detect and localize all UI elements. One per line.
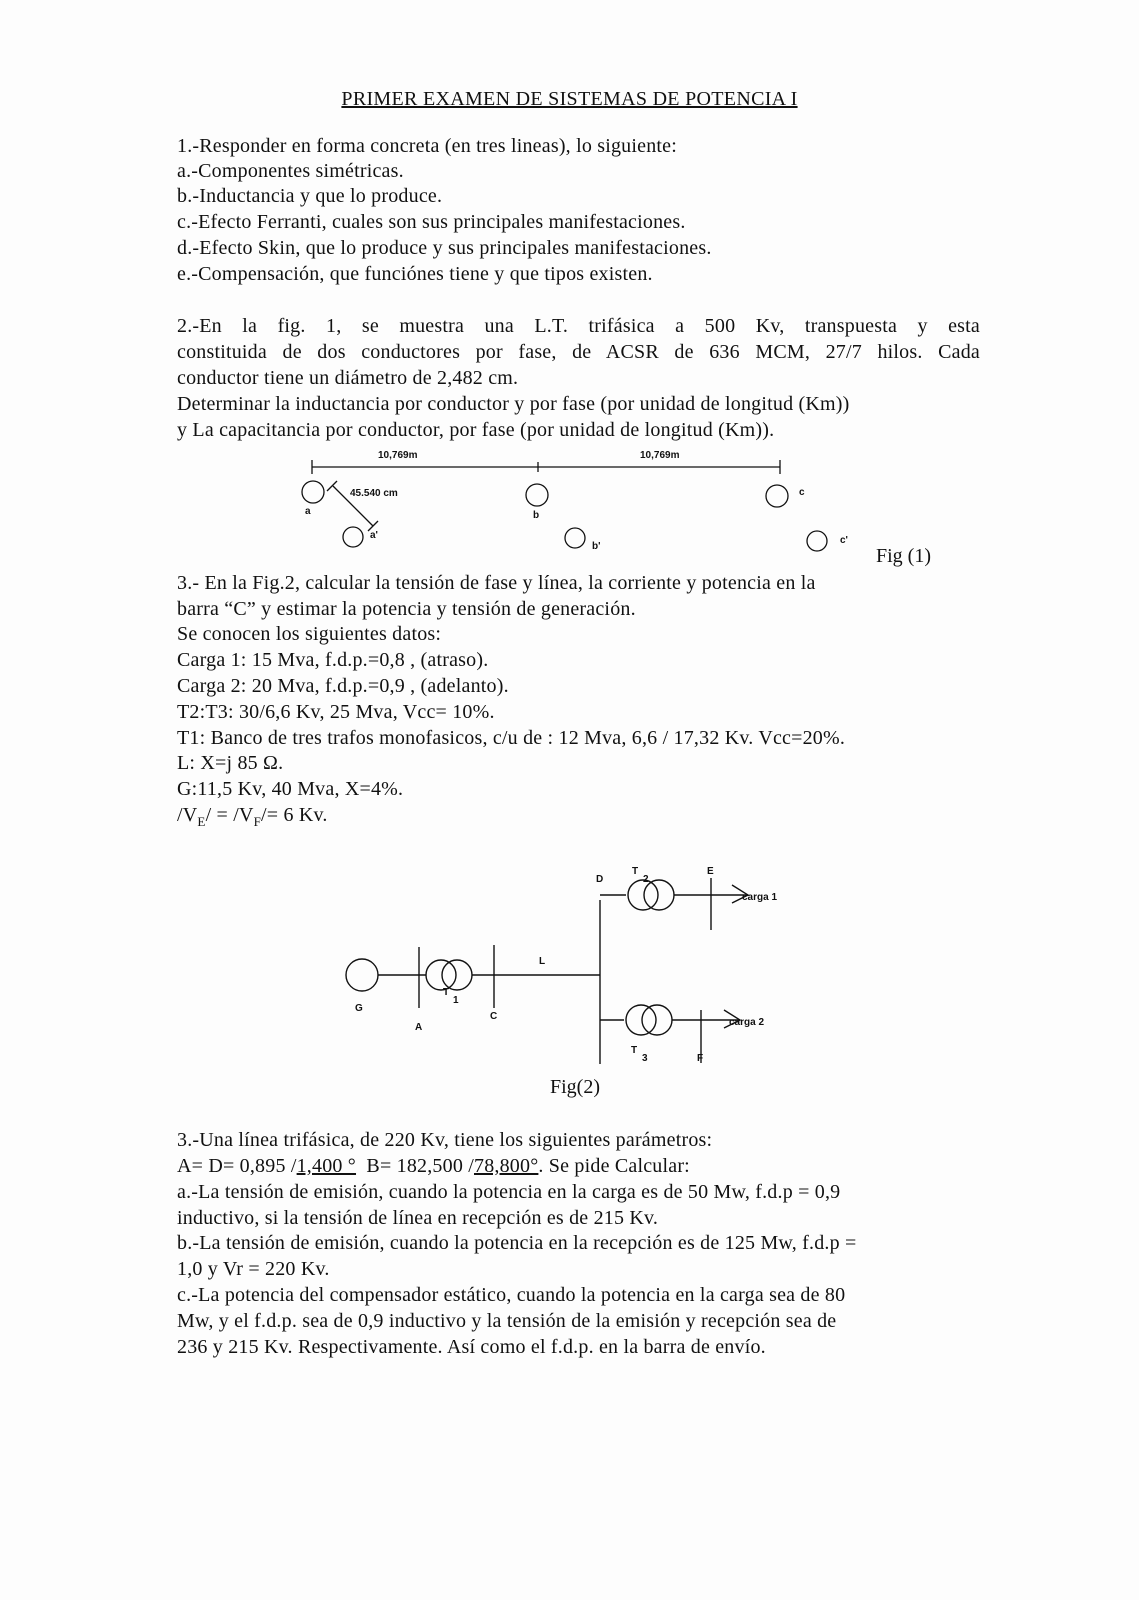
q1-line: 1.-Responder en forma concreta (en tres lineas), lo siguiente: [177,135,677,157]
label: F [697,1053,704,1064]
conductor-label: b' [592,541,601,552]
q4-line: b.-La tensión de emisión, cuando la potencia en la recepción es de 125 Mw, f.d.p = [177,1232,857,1254]
q2-line: y La capacitancia por conductor, por fase (por unidad de longitud (Km)). [177,419,775,441]
label: 3 [642,1053,648,1064]
label: T [443,987,450,998]
label: L [539,956,546,967]
q2-line: constituida de dos conductores por fase, de ACSR de 636 MCM, 27/7 hilos. Cada [177,341,980,363]
text: B= 182,500 / [356,1155,474,1177]
label: T [632,866,639,877]
exam-title: PRIMER EXAMEN DE SISTEMAS DE POTENCIA I [341,88,798,110]
q4-line: c.-La potencia del compensador estático, cuando la potencia en la carga sea de 80 [177,1284,846,1306]
q1-line: e.-Compensación, que funciónes tiene y que tipos existen. [177,263,653,285]
figure-1-caption: Fig (1) [876,545,931,567]
q4-line: Mw, y el f.d.p. sea de 0,9 inductivo y la tensión de la emisión y recepción sea de [177,1310,837,1332]
subscript: F [253,814,262,829]
q4-line: 1,0 y Vr = 220 Kv. [177,1258,330,1280]
label: C [490,1011,498,1022]
q3-line: G:11,5 Kv, 40 Mva, X=4%. [177,778,404,800]
q2-line: 2.-En la fig. 1, se muestra una L.T. trifásica a 500 Kv, transpuesta y esta [177,315,980,337]
angle: 78,800° [474,1155,539,1177]
text: . Se pide Calcular: [538,1155,690,1177]
conductor-label: b [533,510,540,521]
q3-line: barra “C” y estimar la potencia y tensión de generación. [177,598,636,620]
load-1-label: carga 1 [742,892,778,903]
label: E [707,866,714,877]
q3-line: Carga 1: 15 Mva, f.d.p.=0,8 , (atraso). [177,649,489,671]
conductor-label: c' [840,535,848,546]
text: A= D= 0,895 / [177,1155,297,1177]
figure-2-caption: Fig(2) [550,1076,600,1098]
subscript: E [197,814,206,829]
dimension-label: 10,769m [378,450,418,461]
transformer-t1 [426,960,456,990]
label: 1 [453,995,459,1006]
q1-line: c.-Efecto Ferranti, cuales son sus principales manifestaciones. [177,211,686,233]
q1-line: b.-Inductancia y que lo produce. [177,185,443,207]
generator-symbol [346,959,378,991]
conductor-label: a [305,506,311,517]
q4-line: 236 y 215 Kv. Respectivamente. Así como el f.d.p. en la barra de envío. [177,1336,766,1358]
label: D [596,874,604,885]
conductor-label: c [799,487,805,498]
label: T [631,1045,638,1056]
bundle-spacing-label: 45.540 cm [350,488,398,499]
q4-line: a.-La tensión de emisión, cuando la potencia en la carga es de 50 Mw, f.d.p = 0,9 [177,1181,841,1203]
label: G [355,1003,363,1014]
text: / = /V [205,804,254,826]
q3-line: Se conocen los siguientes datos: [177,623,442,645]
label: 2 [643,874,649,885]
q3-line: Carga 2: 20 Mva, f.d.p.=0,9 , (adelanto). [177,675,509,697]
text: /= 6 Kv. [261,804,328,826]
q4-line: inductivo, si la tensión de línea en recepción es de 215 Kv. [177,1207,659,1229]
q3-line: T2:T3: 30/6,6 Kv, 25 Mva, Vcc= 10%. [177,701,495,723]
q1-line: a.-Componentes simétricas. [177,160,404,182]
q4-params [177,1153,690,1179]
dimension-label: 10,769m [640,450,680,461]
transformer-t3 [626,1005,656,1035]
text: /V [177,804,198,826]
conductor-label: a' [370,530,378,541]
q4-intro: 3.-Una línea trifásica, de 220 Kv, tiene los siguientes parámetros: [177,1129,713,1151]
q3-line: T1: Banco de tres trafos monofasicos, c/u de : 12 Mva, 6,6 / 17,32 Kv. Vcc=20%. [177,727,846,749]
load-2-label: carga 2 [729,1017,765,1028]
label: A [415,1022,423,1033]
q3-line: 3.- En la Fig.2, calcular la tensión de fase y línea, la corriente y potencia en la [177,572,816,594]
q2-line: conductor tiene un diámetro de 2,482 cm. [177,367,519,389]
angle: 1,400 ° [296,1155,357,1177]
q3-line: L: X=j 85 Ω. [177,752,284,774]
q2-line: Determinar la inductancia por conductor y por fase (por unidad de longitud (Km)) [177,393,850,415]
q1-line: d.-Efecto Skin, que lo produce y sus principales manifestaciones. [177,237,712,259]
